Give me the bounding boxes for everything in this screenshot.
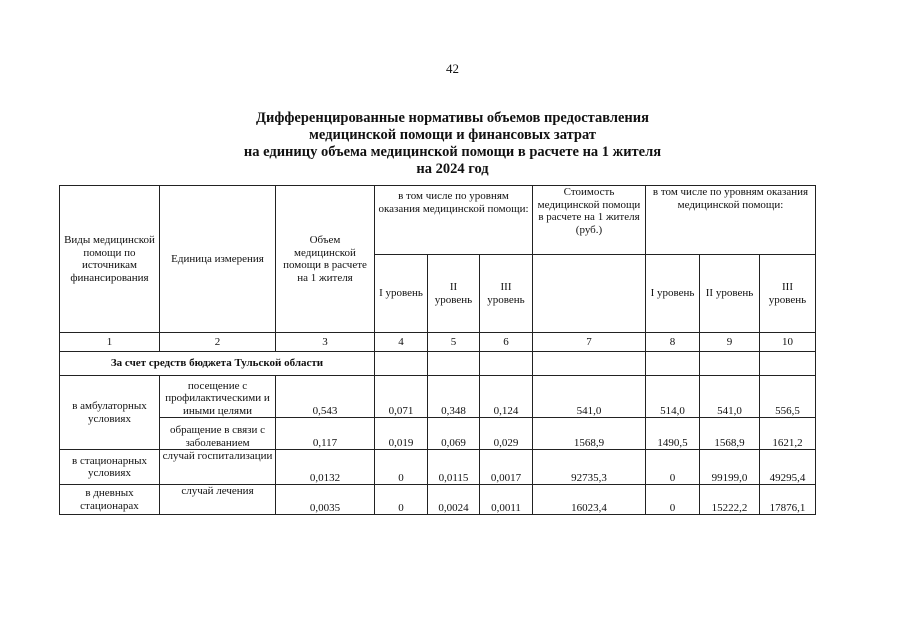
empty-cell xyxy=(375,352,428,376)
row-value: 0,029 xyxy=(480,418,533,450)
column-number: 9 xyxy=(700,333,760,352)
table-row xyxy=(60,450,816,485)
row-type: в амбулаторных условиях xyxy=(60,376,160,450)
row-value: 0,543 xyxy=(276,376,375,418)
row-value: 1621,2 xyxy=(760,418,816,450)
header-cost-level-3: III уровень xyxy=(760,255,816,333)
norms-table xyxy=(59,185,816,515)
row-value: 0,0035 xyxy=(276,485,375,515)
empty-cell xyxy=(533,352,646,376)
row-value: 1490,5 xyxy=(646,418,700,450)
empty-cell xyxy=(760,352,816,376)
header-cost: Стоимость медицинской помощи в расчете на 1 жителя (руб.) xyxy=(533,186,646,255)
empty-cell xyxy=(480,352,533,376)
row-value: 556,5 xyxy=(760,376,816,418)
row-value: 0,069 xyxy=(428,418,480,450)
row-value: 0,117 xyxy=(276,418,375,450)
row-value: 0 xyxy=(646,485,700,515)
column-number: 1 xyxy=(60,333,160,352)
header-cost-levels: в том числе по уровням оказания медицинской помощи: xyxy=(646,186,816,255)
header-volume-level-2: II уровень xyxy=(428,255,480,333)
header-type: Виды медицинской помощи по источникам финансирования xyxy=(60,186,160,333)
row-value: 16023,4 xyxy=(533,485,646,515)
row-value: 17876,1 xyxy=(760,485,816,515)
row-unit: случай госпитализации xyxy=(160,450,276,485)
row-value: 15222,2 xyxy=(700,485,760,515)
column-number: 10 xyxy=(760,333,816,352)
row-value: 0,071 xyxy=(375,376,428,418)
row-value: 92735,3 xyxy=(533,450,646,485)
row-value: 1568,9 xyxy=(700,418,760,450)
column-number: 2 xyxy=(160,333,276,352)
row-type: в стационарных условиях xyxy=(60,450,160,485)
column-number: 4 xyxy=(375,333,428,352)
section-title: За счет средств бюджета Тульской области xyxy=(60,352,375,376)
row-unit: обращение в связи с заболеванием xyxy=(160,418,276,450)
header-cost-level-2: II уровень xyxy=(700,255,760,333)
row-value: 99199,0 xyxy=(700,450,760,485)
row-value: 0 xyxy=(375,485,428,515)
row-value: 1568,9 xyxy=(533,418,646,450)
table-row xyxy=(60,485,816,515)
empty-cell xyxy=(700,352,760,376)
row-value: 0,0017 xyxy=(480,450,533,485)
row-value: 0,124 xyxy=(480,376,533,418)
column-number: 8 xyxy=(646,333,700,352)
title-line-2: медицинской помощи и финансовых затрат xyxy=(309,127,596,143)
empty-cell xyxy=(428,352,480,376)
row-value: 0,019 xyxy=(375,418,428,450)
page-number: 42 xyxy=(446,61,459,76)
row-value: 514,0 xyxy=(646,376,700,418)
table-row xyxy=(60,418,816,450)
header-volume-level-3: III уровень xyxy=(480,255,533,333)
empty-cell xyxy=(646,352,700,376)
header-volume-level-1: I уровень xyxy=(375,255,428,333)
column-number: 3 xyxy=(276,333,375,352)
title-line-3: на единицу объема медицинской помощи в расчете на 1 жителя xyxy=(243,144,662,160)
row-value: 0,348 xyxy=(428,376,480,418)
row-value: 541,0 xyxy=(700,376,760,418)
row-value: 0 xyxy=(646,450,700,485)
column-number: 6 xyxy=(480,333,533,352)
row-value: 0 xyxy=(375,450,428,485)
row-value: 0,0024 xyxy=(428,485,480,515)
table-row xyxy=(60,376,816,418)
document-title xyxy=(0,110,905,178)
header-volume: Объем медицинской помощи в расчете на 1 жителя xyxy=(276,186,375,333)
column-number: 7 xyxy=(533,333,646,352)
row-value: 0,0011 xyxy=(480,485,533,515)
header-unit: Единица измерения xyxy=(160,186,276,333)
row-unit: случай лечения xyxy=(160,485,276,515)
row-value: 541,0 xyxy=(533,376,646,418)
column-number: 5 xyxy=(428,333,480,352)
header-cost-level-1: I уровень xyxy=(646,255,700,333)
title-line-1: Дифференцированные нормативы объемов предоставления xyxy=(256,110,649,126)
row-value: 0,0115 xyxy=(428,450,480,485)
title-line-4: на 2024 год xyxy=(416,161,489,177)
row-value: 0,0132 xyxy=(276,450,375,485)
row-value: 49295,4 xyxy=(760,450,816,485)
header-cost-empty xyxy=(533,255,646,333)
header-volume-levels: в том числе по уровням оказания медицинской помощи: xyxy=(375,186,533,255)
row-type: в дневных стационарах xyxy=(60,485,160,515)
row-unit: посещение с профилактическими и иными целями xyxy=(160,376,276,418)
